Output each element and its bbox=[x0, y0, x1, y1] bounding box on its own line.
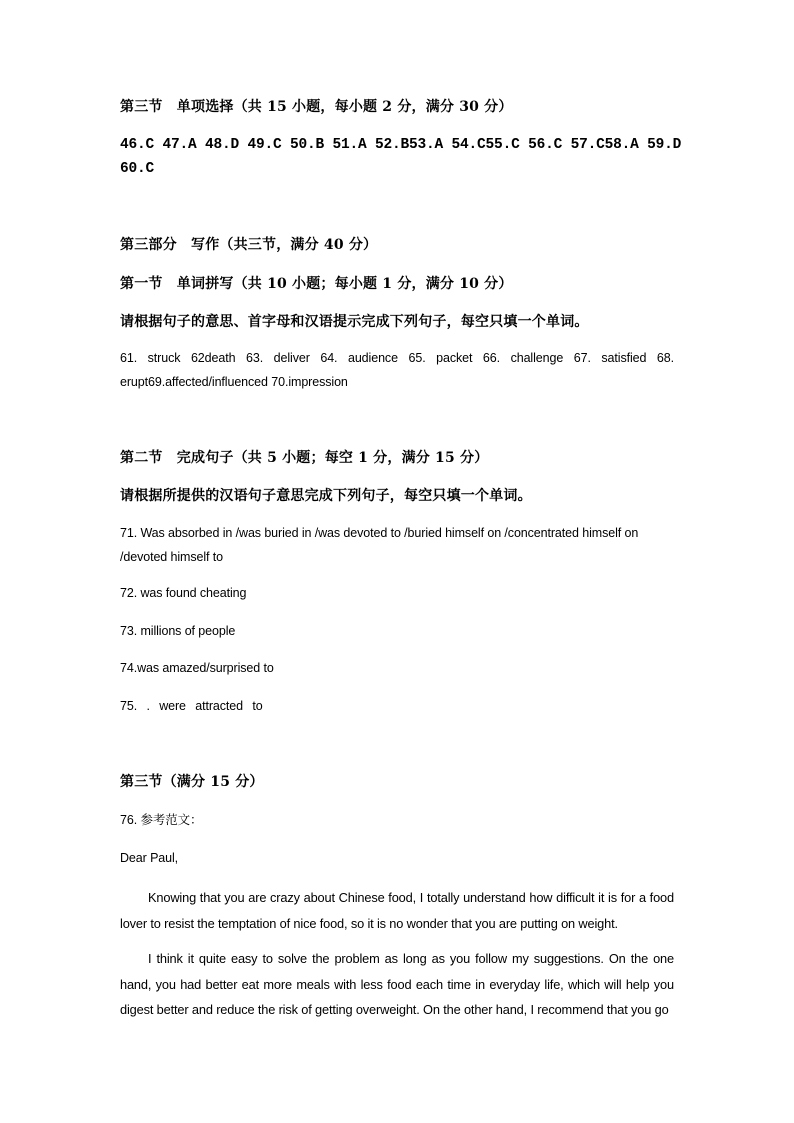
essay-paragraph-1: Knowing that you are crazy about Chinese food, I totally understand how difficult it is for a food lover to resist the temptation of nice food, so it is no wonder that you are putting on weight. bbox=[120, 890, 674, 931]
section-heading-spelling: 第一节 单词拼写（共 10 小题；每小题 1 分，满分 10 分） bbox=[120, 276, 513, 292]
answer-71: 71. Was absorbed in /was buried in /was devoted to /buried himself on /concentrated himself on /devoted himself to bbox=[120, 526, 639, 564]
answer-72: 72. was found cheating bbox=[120, 586, 247, 600]
answer-75: 75. . were attracted to bbox=[120, 699, 263, 713]
essay-label: 76. 参考范文： bbox=[120, 813, 203, 827]
spelling-instruction: 请根据句子的意思、首字母和汉语提示完成下列句子，每空只填一个单词。 bbox=[120, 314, 589, 330]
essay-paragraph-2: I think it quite easy to solve the problem as long as you follow my suggestions. On the one hand, you had better eat more meals with less food each time in everyday life, which will help you digest better and reduce the risk of getting overweight. On the other hand, I recommend that you go bbox=[120, 951, 674, 1017]
single-choice-answers bbox=[120, 133, 682, 181]
complete-sentences-instruction: 请根据所提供的汉语句子意思完成下列句子，每空只填一个单词。 bbox=[120, 488, 532, 504]
answer-73: 73. millions of people bbox=[120, 624, 236, 638]
part-heading-writing: 第三部分 写作（共三节，满分 40 分） bbox=[120, 237, 378, 253]
answers-line-1: 46.C 47.A 48.D 49.C 50.B 51.A 52.B53.A 54.C55.C 56.C 57.C58.A 59.D bbox=[120, 137, 682, 153]
essay-salutation: Dear Paul, bbox=[120, 851, 179, 865]
answers-line-2: 60.C bbox=[120, 161, 155, 177]
section-heading-essay: 第三节（满分 15 分） bbox=[120, 774, 264, 790]
section-heading-complete-sentences: 第二节 完成句子（共 5 小题；每空 1 分，满分 15 分） bbox=[120, 450, 489, 466]
answer-74: 74.was amazed/surprised to bbox=[120, 661, 274, 675]
section-heading-single-choice: 第三节 单项选择（共 15 小题，每小题 2 分，满分 30 分） bbox=[120, 99, 513, 115]
spelling-answers: 61. struck 62death 63. deliver 64. audience 65. packet 66. challenge 67. satisfied 68. erupt69.affected/influenced 70.impression bbox=[120, 351, 674, 389]
